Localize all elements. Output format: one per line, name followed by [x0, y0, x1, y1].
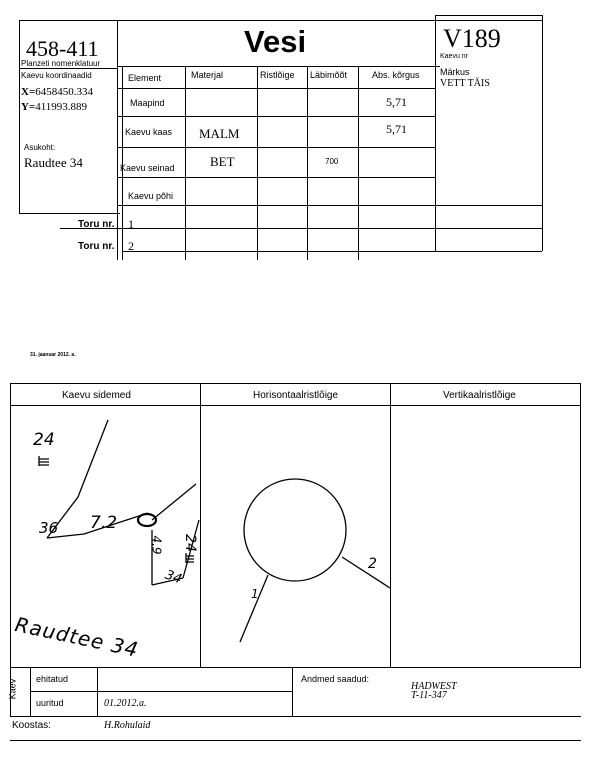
- row-abs-height: 5,71: [386, 95, 407, 109]
- surveyed-value: 01.2012.a.: [104, 698, 147, 709]
- pipe-2-label: Toru nr.: [78, 241, 115, 252]
- x-label: X=: [21, 86, 36, 98]
- x-value: 6458450.334: [35, 86, 93, 98]
- column-header-material: Materjal: [191, 70, 224, 80]
- annotation-36: 36: [39, 519, 59, 537]
- location-value: Raudtee 34: [24, 155, 83, 170]
- connection-lines: [39, 420, 199, 585]
- map-number: 458-411: [26, 36, 99, 61]
- annotation-24-top: 24: [33, 430, 55, 450]
- row-element-label: Maapind: [130, 98, 165, 108]
- author-label: Koostas:: [12, 720, 51, 731]
- annotation-7-2: 7.2: [90, 513, 118, 533]
- data-source-label: Andmed saadud:: [301, 674, 370, 684]
- pipe-1-label: Toru nr.: [78, 219, 115, 230]
- data-source-value-2: T-11-347: [411, 690, 447, 701]
- annotation-24-right: 24: [181, 534, 198, 552]
- row-abs-height: 5,71: [386, 122, 407, 136]
- column-header-element: Element: [128, 73, 162, 83]
- row-element-label: Kaevu kaas: [125, 127, 173, 137]
- surveyed-label: uuritud: [36, 698, 64, 708]
- row-material: MALM: [199, 126, 240, 141]
- pipe-2-number: 2: [128, 239, 134, 253]
- pipe-2-marker: 2: [368, 556, 377, 572]
- row-element-label: Kaevu seinad: [120, 163, 175, 173]
- column-header-diameter: Läbimõõt: [310, 70, 348, 80]
- y-label: Y=: [21, 101, 36, 113]
- row-element-label: Kaevu põhi: [128, 191, 174, 201]
- location-caption: Asukoht:: [24, 143, 56, 152]
- row-material: BET: [210, 154, 235, 169]
- well-number: V189: [443, 24, 501, 53]
- data-source-value-1: HADWEST: [411, 681, 457, 692]
- annotation-34: 34: [162, 567, 184, 588]
- page-title: Vesi: [244, 24, 307, 59]
- annotation-street: Raudtee 34: [12, 612, 141, 662]
- column-header-cross-section: Ristlõige: [260, 70, 295, 80]
- remark-value: VETT TÄIS: [440, 78, 490, 89]
- column-header-remark: Märkus: [440, 67, 470, 77]
- coordinates-caption: Kaevu koordinaadid: [21, 71, 92, 80]
- well-label-vertical: Kaev: [7, 678, 18, 700]
- column-title-vertical-section: Vertikaalristlõige: [443, 390, 516, 401]
- pipe-1-marker: 1: [251, 587, 259, 601]
- column-title-well-connections: Kaevu sidemed: [62, 390, 131, 401]
- pipe-1-number: 1: [128, 217, 134, 231]
- author-value: H.Rohulaid: [104, 720, 151, 731]
- well-number-caption: Kaevu nr: [440, 53, 469, 60]
- column-header-abs-height: Abs. kõrgus: [372, 70, 420, 80]
- row-diameter: 700: [325, 157, 339, 166]
- y-value: 411993.889: [35, 101, 88, 113]
- map-number-caption: Planzeti nomenklatuur: [21, 59, 101, 68]
- annotation-4-9: 4.9: [149, 535, 164, 555]
- column-title-horizontal-section: Horisontaalristlõige: [253, 390, 339, 401]
- document-date: 31. jaanuar 2012. a.: [30, 352, 76, 358]
- built-label: ehitatud: [36, 674, 69, 684]
